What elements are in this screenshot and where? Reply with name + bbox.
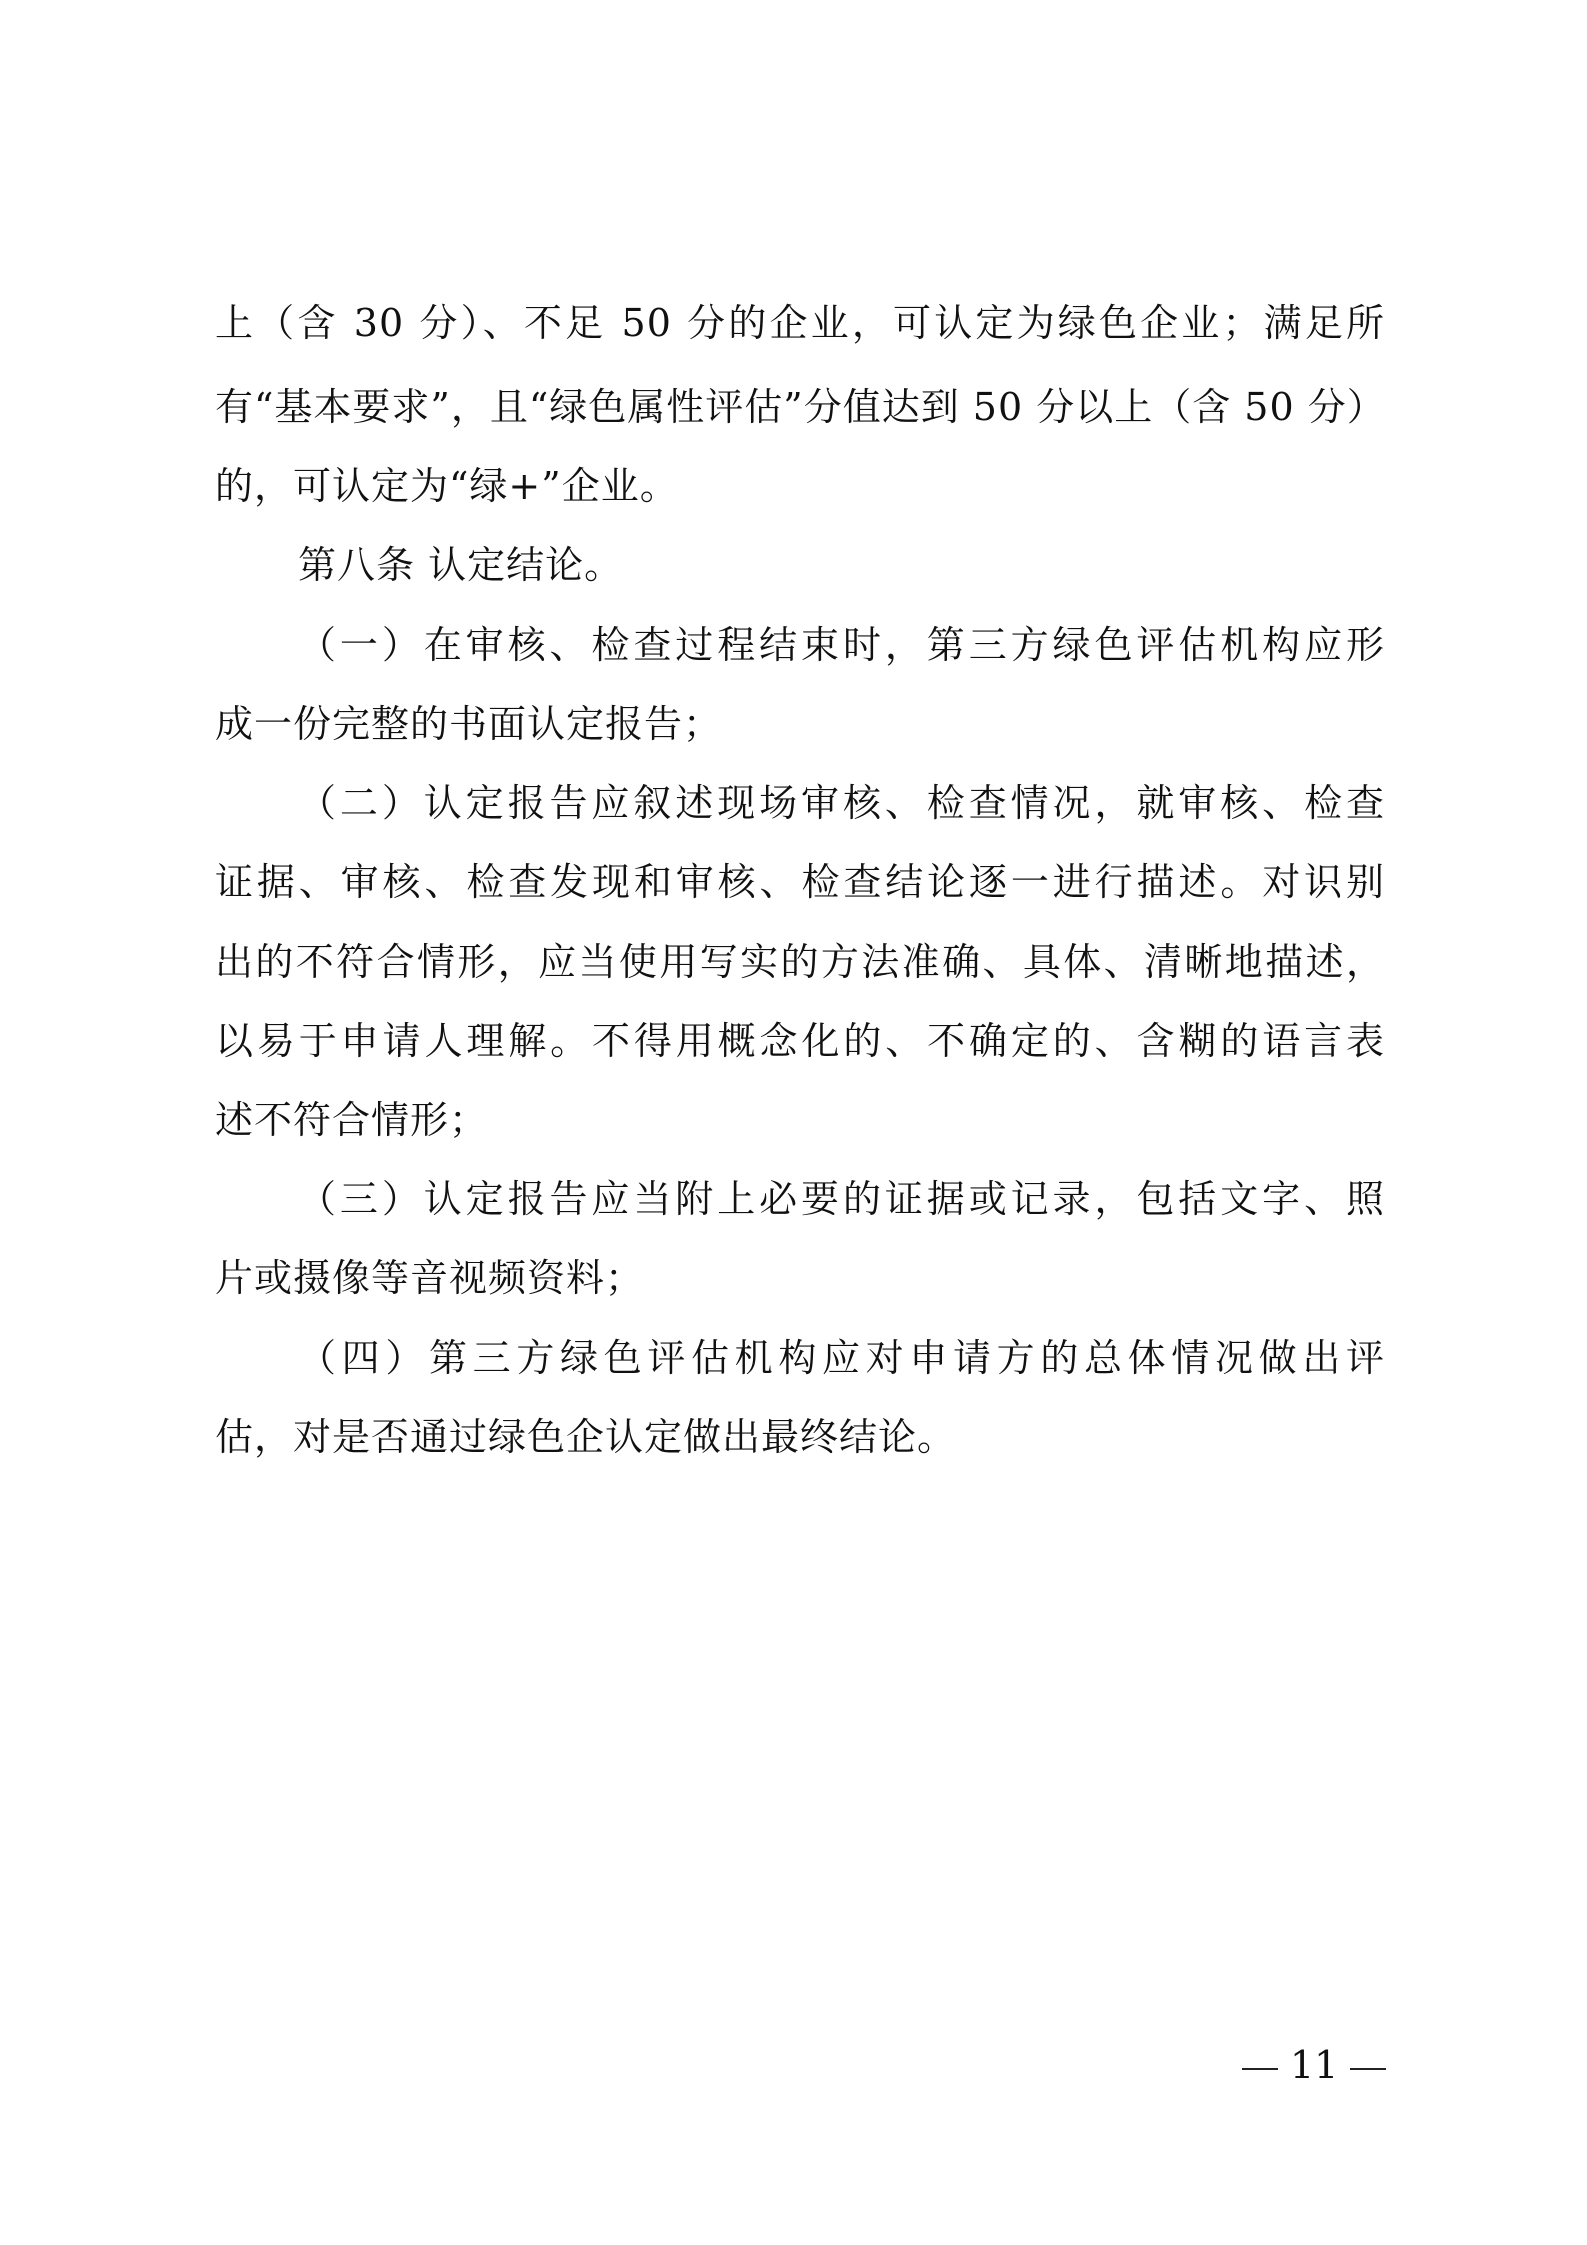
paragraph-line: 上（含 30 分）、不足 50 分的企业，可认定为绿色企业；满足所 xyxy=(215,301,1385,345)
paragraph-line: （四）第三方绿色评估机构应对申请方的总体情况做出评 xyxy=(298,1336,1385,1380)
paragraph-line: 以易于申请人理解。不得用概念化的、不确定的、含糊的语言表 xyxy=(215,1019,1385,1063)
paragraph-line: 证据、审核、检查发现和审核、检查结论逐一进行描述。对识别 xyxy=(215,860,1385,904)
paragraph-line: （三）认定报告应当附上必要的证据或记录，包括文字、照 xyxy=(298,1177,1385,1221)
paragraph-line: （一）在审核、检查过程结束时，第三方绿色评估机构应形 xyxy=(298,623,1385,667)
page-number xyxy=(1230,2040,1390,2090)
paragraph-line: 的，可认定为“绿+”企业。 xyxy=(215,464,679,508)
paragraph-line: 有“基本要求”，且“绿色属性评估”分值达到 50 分以上（含 50 分） xyxy=(215,385,1386,429)
page-number-dash-right xyxy=(1350,2068,1386,2070)
paragraph-line: 出的不符合情形，应当使用写实的方法准确、具体、清晰地描述， xyxy=(215,940,1385,984)
page-number-value: 11 xyxy=(1290,2043,1339,2087)
paragraph-line: 估，对是否通过绿色企认定做出最终结论。 xyxy=(215,1415,957,1459)
paragraph-line: （二）认定报告应叙述现场审核、检查情况，就审核、检查 xyxy=(298,781,1385,825)
paragraph-line: 述不符合情形； xyxy=(215,1098,489,1142)
page-number-dash-left xyxy=(1242,2068,1278,2070)
paragraph-line: 成一份完整的书面认定报告； xyxy=(215,702,723,746)
paragraph-line: 片或摄像等音视频资料； xyxy=(215,1256,645,1300)
article-heading: 第八条 认定结论。 xyxy=(298,543,624,587)
